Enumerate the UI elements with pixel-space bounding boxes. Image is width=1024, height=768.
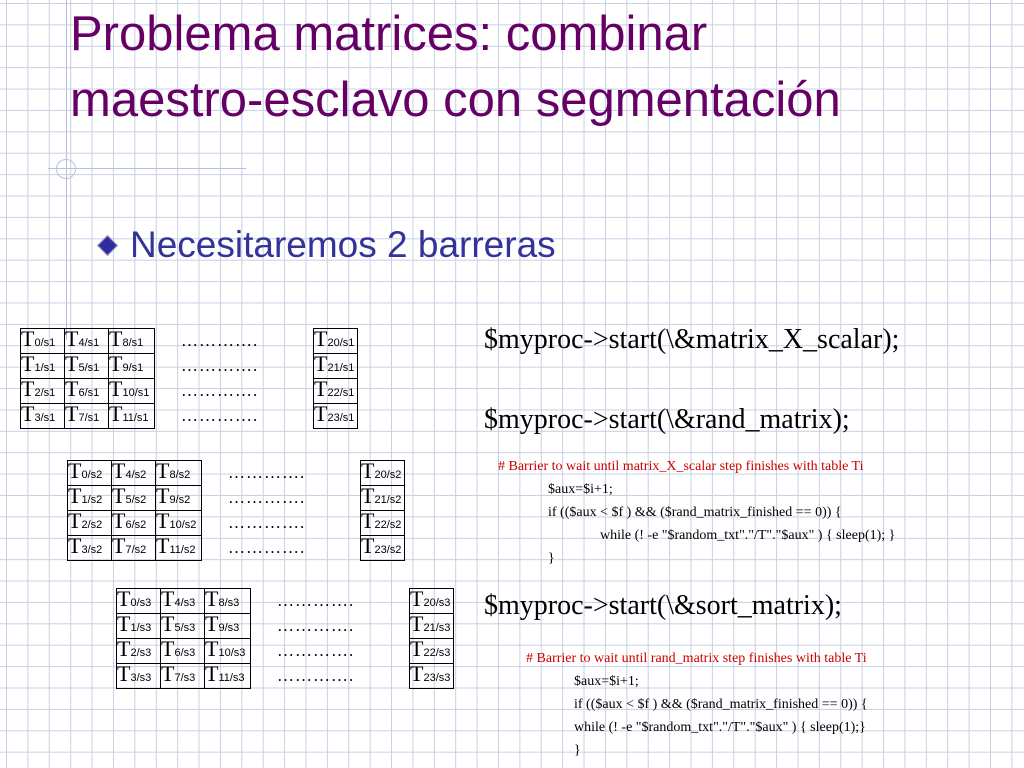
cell-subscript: 7/s1 (78, 412, 100, 424)
gap (287, 354, 314, 379)
code-line: if (($aux < $f ) && ($rand_matrix_finished == 0)) { (574, 697, 868, 712)
cell-subscript: 8/s2 (169, 469, 191, 481)
cell-letter: T (109, 353, 123, 376)
matrix-cell (410, 614, 454, 639)
cell-letter: T (117, 663, 131, 686)
matrix-row (21, 354, 358, 379)
cell-letter: T (109, 328, 123, 351)
matrix-cell (205, 639, 251, 664)
gap (202, 536, 229, 561)
code-line: while (! -e "$random_txt"."/T"."$aux" ) { sleep(1);} (574, 720, 866, 735)
matrix-row (68, 511, 405, 536)
page-title (70, 6, 841, 138)
cell-letter: T (65, 328, 79, 351)
gap (251, 614, 278, 639)
matrix-cell (109, 404, 155, 429)
ellipsis-dots: …………. (228, 463, 306, 482)
matrix-row (68, 461, 405, 486)
cell-subscript: 2/s1 (34, 387, 56, 399)
cell-subscript: 7/s3 (174, 672, 196, 684)
cell-letter: T (65, 353, 79, 376)
cell-subscript: 23/s1 (327, 412, 355, 424)
cell-letter: T (205, 663, 219, 686)
diamond-bullet-icon (98, 236, 116, 254)
cell-letter: T (117, 638, 131, 661)
cell-letter: T (161, 613, 175, 636)
gap (251, 589, 278, 614)
cell-subscript: 21/s2 (374, 494, 402, 506)
cell-letter: T (109, 403, 123, 426)
matrix-cell (117, 614, 161, 639)
gap (155, 329, 182, 354)
cell-letter: T (156, 485, 170, 508)
ellipsis-dots: …………. (277, 616, 355, 635)
matrix-cell (156, 461, 202, 486)
cell-letter: T (410, 588, 424, 611)
matrix-row (117, 639, 454, 664)
cell-letter: T (156, 460, 170, 483)
matrix-cell (68, 486, 112, 511)
cell-letter: T (361, 510, 375, 533)
cell-letter: T (314, 353, 328, 376)
gap (155, 354, 182, 379)
cell-letter: T (205, 638, 219, 661)
gap (287, 404, 314, 429)
title-line-2: maestro-esclavo con segmentación (70, 73, 841, 127)
matrix-cell (156, 486, 202, 511)
gap (383, 614, 410, 639)
cell-subscript: 21/s3 (423, 622, 451, 634)
cell-subscript: 5/s3 (174, 622, 196, 634)
cell-letter: T (112, 485, 126, 508)
matrix-cell (161, 664, 205, 689)
code-line: $aux=$i+1; (548, 482, 613, 497)
matrix-cell (161, 614, 205, 639)
cell-subscript: 22/s1 (327, 387, 355, 399)
cell-letter: T (117, 588, 131, 611)
gap (155, 404, 182, 429)
cell-letter: T (161, 638, 175, 661)
cell-subscript: 9/s3 (218, 622, 240, 634)
cell-letter: T (68, 535, 82, 558)
title-underline-rule (48, 168, 246, 169)
gap (383, 589, 410, 614)
matrix-cell (161, 639, 205, 664)
matrix-cell (109, 329, 155, 354)
cell-subscript: 22/s3 (423, 647, 451, 659)
gap (251, 639, 278, 664)
cell-subscript: 4/s1 (78, 337, 100, 349)
matrix-cell (65, 329, 109, 354)
matrix-row (117, 589, 454, 614)
ellipsis-dots: …………. (228, 538, 306, 557)
code-comment: # Barrier to wait until rand_matrix step finishes with table Ti (526, 651, 867, 666)
cell-subscript: 6/s3 (174, 647, 196, 659)
matrix-grid-s1 (20, 328, 358, 429)
cell-letter: T (109, 378, 123, 401)
cell-letter: T (21, 353, 35, 376)
matrix-row (21, 379, 358, 404)
cell-letter: T (112, 510, 126, 533)
cell-subscript: 10/s1 (122, 387, 150, 399)
matrix-cell (109, 354, 155, 379)
cell-subscript: 23/s2 (374, 544, 402, 556)
matrix-cell (65, 404, 109, 429)
cell-subscript: 0/s1 (34, 337, 56, 349)
ellipsis-dots: …………. (228, 488, 306, 507)
matrix-cell (68, 461, 112, 486)
cell-subscript: 9/s2 (169, 494, 191, 506)
command-rand-matrix: $myproc->start(\&rand_matrix); (484, 404, 850, 435)
matrix-cell (112, 461, 156, 486)
matrix-cell (117, 589, 161, 614)
code-block-2 (526, 647, 868, 762)
cell-letter: T (410, 638, 424, 661)
bullet-text: Necesitaremos 2 barreras (130, 224, 556, 265)
right-vertical-rule (990, 0, 991, 265)
matrix-cell (21, 379, 65, 404)
cell-subscript: 6/s2 (125, 519, 147, 531)
code-line: while (! -e "$random_txt"."/T"."$aux" ) { sleep(1); } (600, 528, 896, 543)
matrix-grid-s2 (67, 460, 405, 561)
cell-letter: T (156, 510, 170, 533)
cell-subscript: 5/s1 (78, 362, 100, 374)
cell-letter: T (361, 535, 375, 558)
cell-letter: T (314, 328, 328, 351)
cell-subscript: 11/s2 (169, 544, 196, 556)
cell-subscript: 4/s3 (174, 597, 196, 609)
cell-subscript: 3/s1 (34, 412, 56, 424)
matrix-cell (65, 354, 109, 379)
code-line: $aux=$i+1; (574, 674, 639, 689)
cell-letter: T (65, 403, 79, 426)
matrix-cell (314, 354, 358, 379)
cell-subscript: 2/s3 (130, 647, 152, 659)
ellipsis-dots: …………. (181, 406, 259, 425)
cell-letter: T (410, 613, 424, 636)
gap (383, 664, 410, 689)
cell-subscript: 11/s1 (122, 412, 149, 424)
matrix-cell (161, 589, 205, 614)
cell-subscript: 22/s2 (374, 519, 402, 531)
gap (334, 461, 361, 486)
cell-subscript: 5/s2 (125, 494, 147, 506)
gap (334, 536, 361, 561)
cell-letter: T (68, 485, 82, 508)
matrix-cell (117, 639, 161, 664)
cell-subscript: 2/s2 (81, 519, 103, 531)
matrix-cell (156, 536, 202, 561)
cell-letter: T (361, 485, 375, 508)
gap (202, 461, 229, 486)
matrix-cell (68, 511, 112, 536)
code-comment: # Barrier to wait until matrix_X_scalar step finishes with table Ti (498, 459, 864, 474)
matrix-cell (314, 379, 358, 404)
gap (202, 511, 229, 536)
cell-subscript: 8/s3 (218, 597, 240, 609)
gap (251, 664, 278, 689)
gap (334, 511, 361, 536)
matrix-cell (410, 589, 454, 614)
matrix-cell (117, 664, 161, 689)
cell-letter: T (117, 613, 131, 636)
matrix-row (117, 664, 454, 689)
ellipsis-dots: …………. (277, 591, 355, 610)
gap (383, 639, 410, 664)
command-matrix-x-scalar: $myproc->start(\&matrix_X_scalar); (484, 324, 900, 355)
cell-letter: T (314, 403, 328, 426)
matrix-cell (410, 639, 454, 664)
gap (202, 486, 229, 511)
ellipsis-dots: …………. (277, 641, 355, 660)
matrix-cell (109, 379, 155, 404)
cell-subscript: 6/s1 (78, 387, 100, 399)
ellipsis-dots: …………. (181, 381, 259, 400)
cell-letter: T (205, 588, 219, 611)
gap (334, 486, 361, 511)
matrix-cell (361, 486, 405, 511)
cell-subscript: 3/s3 (130, 672, 152, 684)
cell-letter: T (361, 460, 375, 483)
matrix-cell (205, 589, 251, 614)
rule-circle-ornament (56, 159, 76, 179)
matrix-cell (112, 536, 156, 561)
matrix-cell (361, 461, 405, 486)
cell-letter: T (410, 663, 424, 686)
bullet-item (98, 224, 556, 266)
cell-letter: T (314, 378, 328, 401)
cell-letter: T (21, 328, 35, 351)
cell-subscript: 11/s3 (218, 672, 245, 684)
cell-subscript: 7/s2 (125, 544, 147, 556)
cell-letter: T (21, 378, 35, 401)
cell-subscript: 20/s1 (327, 337, 355, 349)
gap (287, 329, 314, 354)
cell-letter: T (68, 460, 82, 483)
matrix-grid-s3 (116, 588, 454, 689)
cell-subscript: 20/s3 (423, 597, 451, 609)
gap (287, 379, 314, 404)
title-line-1: Problema matrices: combinar (70, 7, 708, 61)
cell-subscript: 23/s3 (423, 672, 451, 684)
cell-letter: T (161, 588, 175, 611)
ellipsis-dots: …………. (181, 356, 259, 375)
cell-letter: T (65, 378, 79, 401)
matrix-row (68, 486, 405, 511)
code-line: if (($aux < $f ) && ($rand_matrix_finished == 0)) { (548, 505, 842, 520)
matrix-row (117, 614, 454, 639)
cell-subscript: 0/s3 (130, 597, 152, 609)
cell-subscript: 8/s1 (122, 337, 144, 349)
cell-subscript: 1/s1 (34, 362, 56, 374)
cell-subscript: 10/s3 (218, 647, 246, 659)
cell-subscript: 10/s2 (169, 519, 197, 531)
matrix-cell (156, 511, 202, 536)
command-sort-matrix: $myproc->start(\&sort_matrix); (484, 590, 842, 621)
matrix-row (21, 329, 358, 354)
cell-subscript: 1/s2 (81, 494, 103, 506)
matrix-cell (112, 511, 156, 536)
cell-subscript: 4/s2 (125, 469, 147, 481)
code-line: } (574, 743, 581, 758)
matrix-cell (361, 511, 405, 536)
matrix-cell (21, 329, 65, 354)
cell-letter: T (21, 403, 35, 426)
cell-letter: T (112, 460, 126, 483)
matrix-row (21, 404, 358, 429)
matrix-cell (205, 664, 251, 689)
ellipsis-dots: …………. (277, 666, 355, 685)
code-block-1 (498, 455, 895, 570)
code-line: } (548, 551, 555, 566)
matrix-cell (112, 486, 156, 511)
cell-subscript: 1/s3 (130, 622, 152, 634)
matrix-cell (21, 404, 65, 429)
cell-subscript: 21/s1 (327, 362, 355, 374)
gap (155, 379, 182, 404)
cell-subscript: 9/s1 (122, 362, 144, 374)
matrix-row (68, 536, 405, 561)
ellipsis-dots: …………. (181, 331, 259, 350)
matrix-cell (314, 329, 358, 354)
matrix-cell (205, 614, 251, 639)
cell-subscript: 3/s2 (81, 544, 103, 556)
cell-letter: T (68, 510, 82, 533)
matrix-cell (410, 664, 454, 689)
cell-letter: T (161, 663, 175, 686)
matrix-cell (314, 404, 358, 429)
cell-letter: T (156, 535, 170, 558)
matrix-cell (361, 536, 405, 561)
ellipsis-dots: …………. (228, 513, 306, 532)
cell-subscript: 0/s2 (81, 469, 103, 481)
cell-subscript: 20/s2 (374, 469, 402, 481)
cell-letter: T (112, 535, 126, 558)
matrix-cell (65, 379, 109, 404)
matrix-cell (21, 354, 65, 379)
matrix-cell (68, 536, 112, 561)
cell-letter: T (205, 613, 219, 636)
